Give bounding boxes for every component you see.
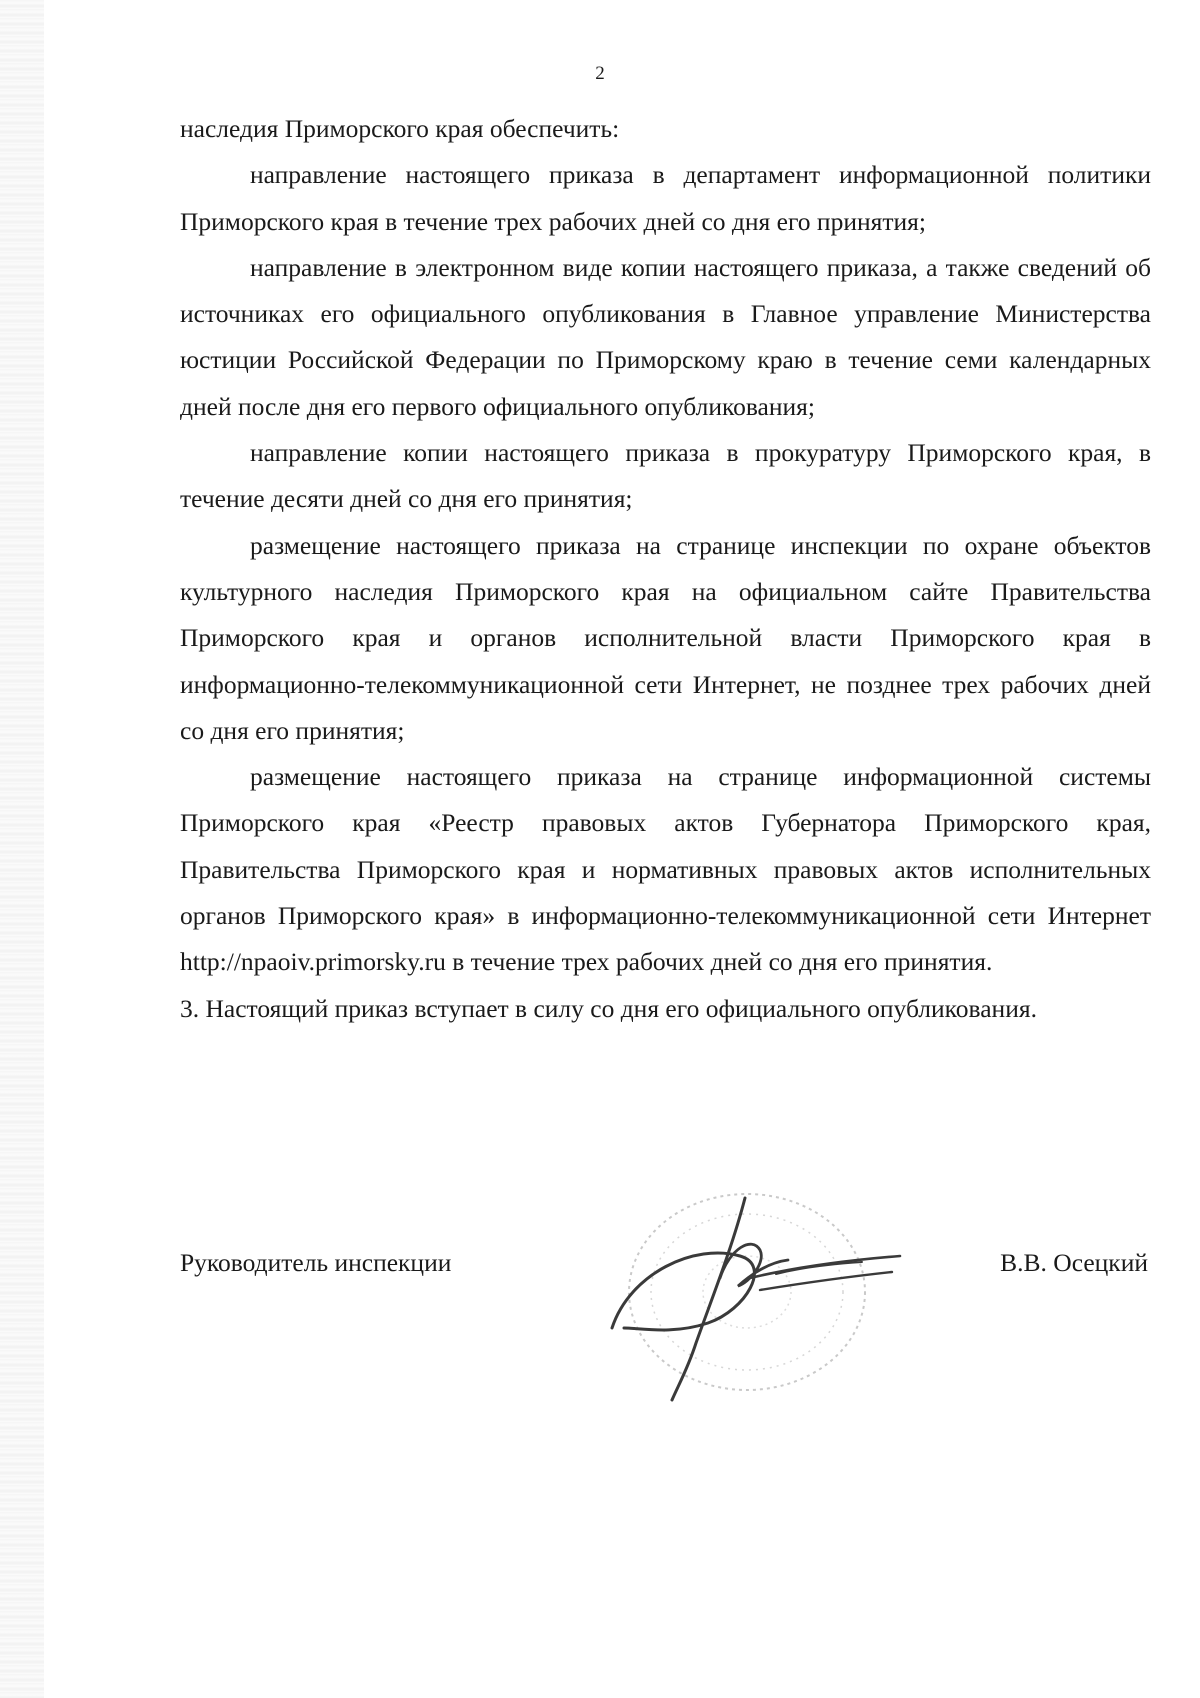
paragraph-effective-clause: 3. Настоящий приказ вступает в силу со дня его официального опубликования. — [180, 993, 1037, 1023]
signatory-name: В.В. Осецкий — [1000, 1248, 1148, 1277]
paragraph-item: направление в электронном виде копии настоящего приказа, а также сведений об источниках его официального опубликования в Главное управление Министерства юстиции Российской Федерации по Приморскому краю в течение семи календарных дней после дня его первого официального опубликования; — [180, 252, 1151, 421]
paragraph-item: направление настоящего приказа в департамент информационной политики Приморского края в течение трех рабочих дней со дня его принятия; — [180, 160, 1151, 236]
scan-edge — [0, 0, 44, 1698]
paragraph-item: размещение настоящего приказа на странице информационной системы Приморского края «Реестр правовых актов Губернатора Приморского края, Правительства Приморского края и нормативных правовых актов исполнительных органов Приморского края» в информационно-телекоммуникационной сети Интернет http://npaoiv.primorsky.ru в течение трех рабочих дней со дня его принятия. — [180, 762, 1151, 977]
paragraph-item: размещение настоящего приказа на странице инспекции по охране объектов культурного наследия Приморского края на официальном сайте Правительства Приморского края и органов исполнительной власти Приморского края в информационно-телекоммуникационной сети Интернет, не позднее трех рабочих дней со дня его принятия; — [180, 530, 1151, 745]
handwritten-signature — [600, 1178, 940, 1408]
paragraph-continuation: наследия Приморского края обеспечить: — [180, 114, 620, 143]
signatory-position: Руководитель инспекции — [180, 1248, 452, 1277]
page-number: 2 — [595, 63, 605, 84]
document-body — [180, 106, 1151, 1032]
paragraph-item: направление копии настоящего приказа в прокуратуру Приморского края, в течение десяти дней со дня его принятия; — [180, 438, 1151, 514]
